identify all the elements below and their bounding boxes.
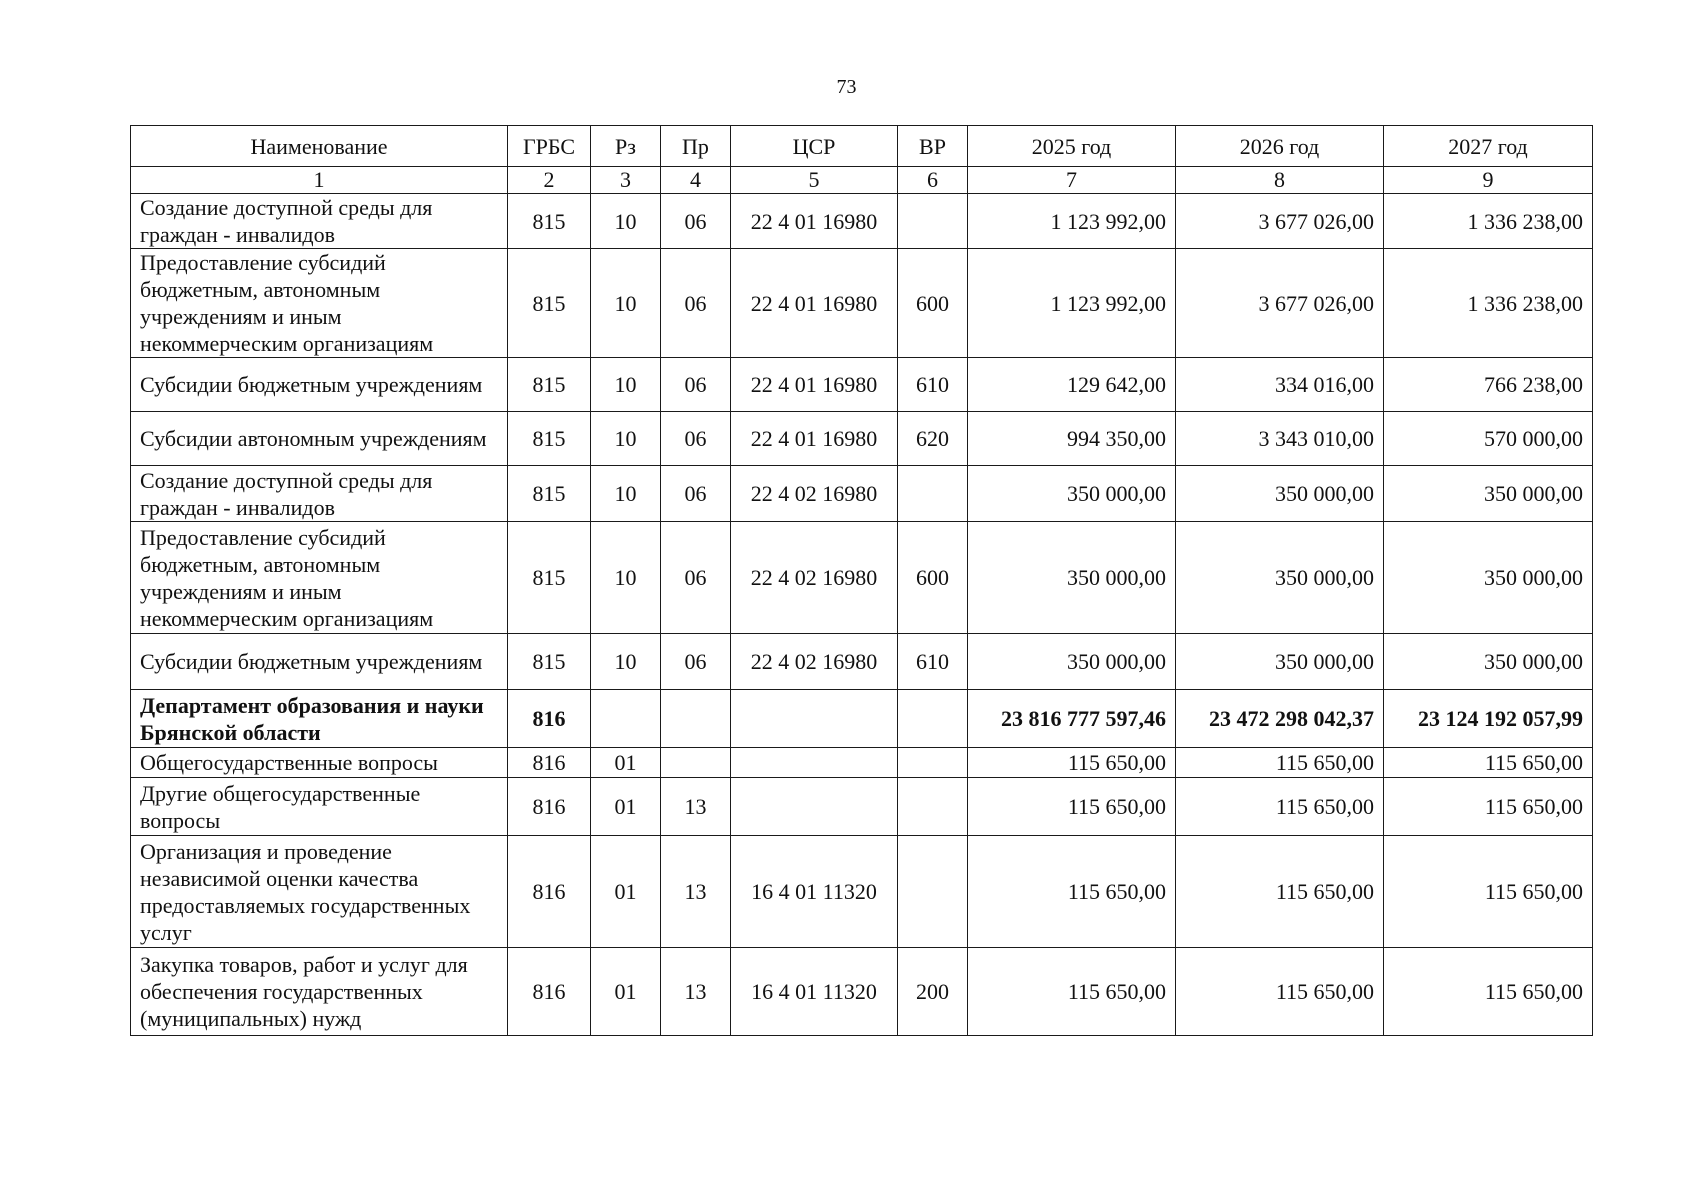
csr-cell: 22 4 01 16980	[731, 358, 898, 412]
column-number: 6	[898, 167, 968, 194]
amount-2027-cell: 115 650,00	[1384, 748, 1593, 778]
pr-cell: 06	[661, 358, 731, 412]
name-cell: Субсидии автономным учреждениям	[131, 412, 508, 466]
csr-cell: 22 4 01 16980	[731, 249, 898, 358]
csr-cell: 22 4 02 16980	[731, 634, 898, 690]
amount-2026-cell: 3 343 010,00	[1176, 412, 1384, 466]
amount-2025-cell: 115 650,00	[968, 836, 1176, 948]
table-row	[131, 249, 1593, 358]
amount-2027-cell: 1 336 238,00	[1384, 194, 1593, 249]
vr-cell	[898, 194, 968, 249]
rz-cell	[591, 690, 661, 748]
amount-2026-cell: 115 650,00	[1176, 948, 1384, 1036]
vr-cell: 600	[898, 522, 968, 634]
amount-2025-cell: 115 650,00	[968, 748, 1176, 778]
name-cell: Общегосударственные вопросы	[131, 748, 508, 778]
column-number: 8	[1176, 167, 1384, 194]
header-cell: 2026 год	[1176, 126, 1384, 167]
amount-2027-cell: 570 000,00	[1384, 412, 1593, 466]
amount-2027-cell: 350 000,00	[1384, 634, 1593, 690]
header-cell: ЦСР	[731, 126, 898, 167]
pr-cell: 13	[661, 778, 731, 836]
grbs-cell: 815	[508, 194, 591, 249]
amount-2025-cell: 129 642,00	[968, 358, 1176, 412]
pr-cell: 06	[661, 249, 731, 358]
rz-cell: 01	[591, 948, 661, 1036]
rz-cell: 10	[591, 194, 661, 249]
table-row	[131, 778, 1593, 836]
pr-cell	[661, 748, 731, 778]
column-number: 3	[591, 167, 661, 194]
header-row	[131, 126, 1593, 167]
rz-cell: 01	[591, 748, 661, 778]
amount-2027-cell: 23 124 192 057,99	[1384, 690, 1593, 748]
amount-2026-cell: 334 016,00	[1176, 358, 1384, 412]
amount-2025-cell: 350 000,00	[968, 634, 1176, 690]
grbs-cell: 816	[508, 748, 591, 778]
pr-cell: 06	[661, 634, 731, 690]
table-row	[131, 748, 1593, 778]
rz-cell: 01	[591, 836, 661, 948]
column-number: 5	[731, 167, 898, 194]
amount-2027-cell: 350 000,00	[1384, 522, 1593, 634]
header-cell: Рз	[591, 126, 661, 167]
name-cell: Субсидии бюджетным учреждениям	[131, 358, 508, 412]
vr-cell	[898, 690, 968, 748]
name-cell: Закупка товаров, работ и услуг для обеспечения государственных (муниципальных) нужд	[131, 948, 508, 1036]
pr-cell: 06	[661, 522, 731, 634]
amount-2027-cell: 766 238,00	[1384, 358, 1593, 412]
vr-cell: 610	[898, 358, 968, 412]
grbs-cell: 815	[508, 634, 591, 690]
amount-2025-cell: 1 123 992,00	[968, 194, 1176, 249]
rz-cell: 10	[591, 358, 661, 412]
name-cell: Создание доступной среды для граждан - инвалидов	[131, 466, 508, 522]
table-row	[131, 466, 1593, 522]
header-cell: 2027 год	[1384, 126, 1593, 167]
amount-2027-cell: 115 650,00	[1384, 836, 1593, 948]
header-cell: 2025 год	[968, 126, 1176, 167]
csr-cell	[731, 690, 898, 748]
vr-cell: 200	[898, 948, 968, 1036]
rz-cell: 10	[591, 634, 661, 690]
csr-cell: 16 4 01 11320	[731, 836, 898, 948]
pr-cell: 13	[661, 948, 731, 1036]
amount-2025-cell: 115 650,00	[968, 778, 1176, 836]
csr-cell	[731, 778, 898, 836]
table-row	[131, 836, 1593, 948]
pr-cell: 06	[661, 466, 731, 522]
header-cell: Пр	[661, 126, 731, 167]
amount-2026-cell: 3 677 026,00	[1176, 194, 1384, 249]
pr-cell: 06	[661, 412, 731, 466]
vr-cell	[898, 778, 968, 836]
table-row	[131, 194, 1593, 249]
grbs-cell: 815	[508, 358, 591, 412]
column-number: 7	[968, 167, 1176, 194]
vr-cell	[898, 748, 968, 778]
amount-2026-cell: 23 472 298 042,37	[1176, 690, 1384, 748]
amount-2027-cell: 115 650,00	[1384, 778, 1593, 836]
csr-cell: 22 4 01 16980	[731, 412, 898, 466]
amount-2025-cell: 994 350,00	[968, 412, 1176, 466]
csr-cell: 22 4 02 16980	[731, 466, 898, 522]
column-number-row	[131, 167, 1593, 194]
amount-2025-cell: 23 816 777 597,46	[968, 690, 1176, 748]
page-number: 73	[836, 76, 857, 98]
amount-2026-cell: 350 000,00	[1176, 522, 1384, 634]
name-cell: Организация и проведение независимой оценки качества предоставляемых государственных услуг	[131, 836, 508, 948]
column-number: 1	[131, 167, 508, 194]
table-row	[131, 522, 1593, 634]
grbs-cell: 816	[508, 948, 591, 1036]
csr-cell: 22 4 01 16980	[731, 194, 898, 249]
table-row	[131, 948, 1593, 1036]
grbs-cell: 815	[508, 466, 591, 522]
amount-2025-cell: 1 123 992,00	[968, 249, 1176, 358]
grbs-cell: 815	[508, 412, 591, 466]
amount-2025-cell: 350 000,00	[968, 522, 1176, 634]
table-row	[131, 690, 1593, 748]
amount-2026-cell: 115 650,00	[1176, 836, 1384, 948]
amount-2026-cell: 350 000,00	[1176, 466, 1384, 522]
table-row	[131, 412, 1593, 466]
rz-cell: 10	[591, 466, 661, 522]
rz-cell: 01	[591, 778, 661, 836]
grbs-cell: 815	[508, 522, 591, 634]
pr-cell	[661, 690, 731, 748]
table-row	[131, 358, 1593, 412]
header-cell: Наименование	[131, 126, 508, 167]
csr-cell	[731, 748, 898, 778]
grbs-cell: 816	[508, 836, 591, 948]
amount-2025-cell: 115 650,00	[968, 948, 1176, 1036]
column-number: 2	[508, 167, 591, 194]
name-cell: Субсидии бюджетным учреждениям	[131, 634, 508, 690]
amount-2026-cell: 3 677 026,00	[1176, 249, 1384, 358]
rz-cell: 10	[591, 522, 661, 634]
grbs-cell: 815	[508, 249, 591, 358]
grbs-cell: 816	[508, 690, 591, 748]
table-row	[131, 634, 1593, 690]
vr-cell: 610	[898, 634, 968, 690]
rz-cell: 10	[591, 249, 661, 358]
name-cell: Другие общегосударственные вопросы	[131, 778, 508, 836]
csr-cell: 16 4 01 11320	[731, 948, 898, 1036]
header-cell: ВР	[898, 126, 968, 167]
name-cell: Предоставление субсидий бюджетным, автономным учреждениям и иным некоммерческим организациям	[131, 249, 508, 358]
pr-cell: 13	[661, 836, 731, 948]
grbs-cell: 816	[508, 778, 591, 836]
amount-2026-cell: 350 000,00	[1176, 634, 1384, 690]
amount-2027-cell: 1 336 238,00	[1384, 249, 1593, 358]
vr-cell: 620	[898, 412, 968, 466]
pr-cell: 06	[661, 194, 731, 249]
vr-cell: 600	[898, 249, 968, 358]
vr-cell	[898, 836, 968, 948]
column-number: 9	[1384, 167, 1593, 194]
amount-2027-cell: 350 000,00	[1384, 466, 1593, 522]
amount-2025-cell: 350 000,00	[968, 466, 1176, 522]
vr-cell	[898, 466, 968, 522]
amount-2027-cell: 115 650,00	[1384, 948, 1593, 1036]
csr-cell: 22 4 02 16980	[731, 522, 898, 634]
rz-cell: 10	[591, 412, 661, 466]
header-cell: ГРБС	[508, 126, 591, 167]
amount-2026-cell: 115 650,00	[1176, 778, 1384, 836]
amount-2026-cell: 115 650,00	[1176, 748, 1384, 778]
budget-table	[130, 125, 1593, 1036]
column-number: 4	[661, 167, 731, 194]
name-cell: Предоставление субсидий бюджетным, автономным учреждениям и иным некоммерческим организациям	[131, 522, 508, 634]
name-cell: Департамент образования и науки Брянской области	[131, 690, 508, 748]
name-cell: Создание доступной среды для граждан - инвалидов	[131, 194, 508, 249]
